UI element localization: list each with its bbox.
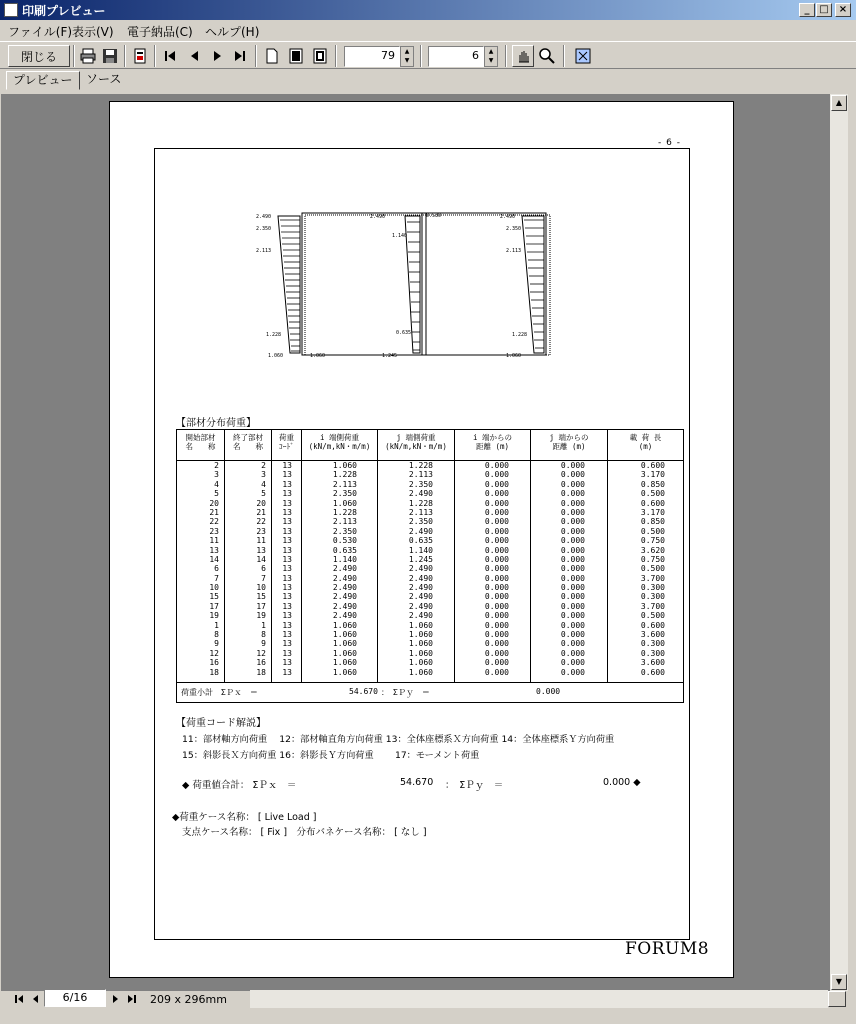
table-cell: 13 (282, 564, 292, 574)
table-row (177, 592, 683, 601)
table-cell: 0.000 (484, 564, 509, 574)
menu-file[interactable]: ファイル(F) (8, 25, 73, 39)
table-cell: 0.300 (640, 639, 665, 649)
table-row (177, 649, 683, 658)
table-cell: 13 (282, 489, 292, 499)
scroll-up-icon[interactable]: ▲ (831, 95, 847, 111)
table-cell: 13 (282, 639, 292, 649)
table-cell: 1.060 (332, 498, 357, 508)
table-cell: 0.600 (640, 461, 665, 470)
table-row (177, 611, 683, 620)
tab-source[interactable]: ソース (86, 72, 122, 86)
section-title: 【部材分布荷重】 (176, 418, 256, 429)
table-cell: 0.000 (484, 648, 509, 658)
table-cell: 1 (214, 620, 219, 630)
table-cell: 1.060 (332, 658, 357, 668)
table-cell: 0.000 (484, 620, 509, 630)
table-cell: 0.500 (640, 611, 665, 621)
table-cell: 3.600 (640, 658, 665, 668)
table-cell: 2.490 (408, 611, 433, 621)
table-cell: 0.000 (560, 554, 585, 564)
table-cell: 0.000 (560, 536, 585, 546)
table-cell: 0.635 (332, 545, 357, 555)
table-cell: 2.113 (332, 479, 357, 489)
title-bar (0, 0, 856, 20)
table-cell: 12 (256, 648, 266, 658)
table-cell: 14 (256, 554, 266, 564)
table-row (177, 536, 683, 545)
footer-brand: FORUM8 (625, 939, 710, 959)
app-icon (4, 3, 18, 17)
col-j-load: j 端側荷重 (kN/m,kN・m/m) (378, 430, 455, 460)
table-cell: 2.350 (408, 479, 433, 489)
zoom-stepper[interactable]: ▲ ▼ (400, 46, 414, 67)
table-row (177, 583, 683, 592)
table-cell: 2.113 (408, 470, 433, 480)
table-cell: 2.490 (332, 611, 357, 621)
table-cell: 13 (282, 517, 292, 527)
table-cell: 3.170 (640, 470, 665, 480)
table-cell: 0.000 (484, 507, 509, 517)
menu-help[interactable]: ヘルプ(H) (205, 25, 260, 39)
table-cell: 13 (282, 470, 292, 480)
table-cell: 0.300 (640, 592, 665, 602)
table-cell: 13 (282, 620, 292, 630)
status-prev-page-icon[interactable] (30, 994, 40, 1007)
table-cell: 0.000 (560, 498, 585, 508)
table-cell: 2.490 (332, 564, 357, 574)
table-cell: 1.060 (408, 639, 433, 649)
table-cell: 2.490 (332, 601, 357, 611)
table-cell: 2.350 (332, 526, 357, 536)
table-cell: 13 (282, 601, 292, 611)
table-cell: 0.000 (484, 489, 509, 499)
table-cell: 13 (282, 554, 292, 564)
table-cell: 0.635 (408, 536, 433, 546)
table-cell: 13 (282, 545, 292, 555)
page-setup-icon[interactable] (130, 45, 150, 67)
table-cell: 1.228 (332, 470, 357, 480)
table-cell: 15 (256, 592, 266, 602)
table-cell: 0.000 (484, 611, 509, 621)
table-cell: 1.228 (408, 461, 433, 470)
total-label: ◆ 荷重値合計： ΣＰｘ ＝ (182, 780, 297, 791)
save-icon[interactable] (100, 45, 120, 67)
table-cell: 0.000 (484, 470, 509, 480)
table-cell: 0.000 (560, 667, 585, 677)
table-cell: 2.113 (332, 517, 357, 527)
svg-text:2.350: 2.350 (506, 226, 522, 232)
table-cell: 18 (256, 667, 266, 677)
table-cell: 2.490 (408, 526, 433, 536)
table-cell: 13 (282, 611, 292, 621)
table-cell: 1.060 (332, 630, 357, 640)
svg-text:2.490: 2.490 (370, 214, 386, 220)
zoom-input[interactable]: 79 (344, 46, 400, 67)
table-cell: 1.245 (408, 554, 433, 564)
svg-text:1.228: 1.228 (266, 332, 282, 338)
table-cell: 0.300 (640, 583, 665, 593)
table-cell: 1.060 (408, 620, 433, 630)
table-cell: 3.620 (640, 545, 665, 555)
table-cell: 17 (209, 601, 219, 611)
col-end-member: 終了部材 名 称 (225, 430, 272, 460)
code-legend-line: 15：斜影長Ｘ方向荷重 16：斜影長Ｙ方向荷重 17：モーメント荷重 (182, 750, 480, 761)
table-cell: 13 (282, 592, 292, 602)
table-cell: 13 (282, 573, 292, 583)
table-cell: 13 (282, 526, 292, 536)
table-cell: 4 (261, 479, 266, 489)
table-cell: 7 (261, 573, 266, 583)
table-cell: 0.000 (484, 479, 509, 489)
single-page-icon[interactable] (262, 45, 282, 67)
table-cell: 1.060 (332, 461, 357, 470)
hand-tool-icon[interactable] (512, 45, 534, 67)
table-cell: 0.000 (484, 545, 509, 555)
table-cell: 0.000 (560, 545, 585, 555)
table-cell: 4 (214, 479, 219, 489)
table-cell: 9 (214, 639, 219, 649)
table-cell: 0.000 (560, 620, 585, 630)
table-cell: 2.490 (408, 583, 433, 593)
vertical-scrollbar[interactable] (830, 94, 848, 991)
table-cell: 1.060 (408, 658, 433, 668)
svg-text:2.490: 2.490 (256, 214, 272, 220)
table-cell: 2.490 (408, 489, 433, 499)
load-case-name: ◆荷重ケース名称： [ Live Load ] (172, 812, 317, 823)
table-cell: 20 (209, 498, 219, 508)
table-cell: 2.350 (332, 489, 357, 499)
table-cell: 0.300 (640, 648, 665, 658)
status-last-page-icon[interactable] (127, 994, 137, 1007)
close-button[interactable]: 閉じる (8, 45, 70, 67)
table-cell: 0.000 (560, 489, 585, 499)
table-cell: 6 (214, 564, 219, 574)
table-cell: 0.000 (484, 601, 509, 611)
svg-text:1.245: 1.245 (382, 353, 398, 359)
table-cell: 1 (261, 620, 266, 630)
next-page-icon[interactable] (208, 45, 228, 67)
table-cell: 2.490 (408, 573, 433, 583)
table-cell: 0.000 (560, 583, 585, 593)
distributed-load-table (176, 429, 684, 703)
multi-page-icon[interactable] (310, 45, 330, 67)
svg-text:1.060: 1.060 (506, 353, 522, 359)
table-cell: 1.228 (332, 507, 357, 517)
subtotal-row: 荷重小計 ΣＰｘ ＝ 54.670 ： ΣＰｙ ＝ 0.000 (181, 687, 561, 697)
print-icon[interactable] (78, 45, 98, 67)
table-row (177, 658, 683, 667)
table-cell: 16 (256, 658, 266, 668)
scroll-down-icon[interactable]: ▼ (831, 974, 847, 990)
last-page-icon[interactable] (230, 45, 250, 67)
code-legend-title: 【荷重コード解説】 (176, 718, 266, 729)
table-cell: 2.113 (408, 507, 433, 517)
table-cell: 0.000 (560, 461, 585, 470)
table-cell: 0.000 (560, 648, 585, 658)
table-cell: 1.060 (408, 667, 433, 677)
table-cell: 5 (261, 489, 266, 499)
close-window-button[interactable]: × (835, 3, 851, 17)
svg-text:2.490: 2.490 (500, 214, 516, 220)
total-mid: ： ΣＰｙ ＝ (445, 780, 504, 791)
table-row (177, 461, 683, 470)
table-cell: 12 (209, 648, 219, 658)
table-row (177, 668, 683, 677)
table-cell: 13 (282, 507, 292, 517)
tab-preview[interactable]: プレビュー (6, 71, 80, 90)
total-py: 0.000 ◆ (603, 777, 641, 788)
table-cell: 22 (209, 517, 219, 527)
table-cell: 20 (256, 498, 266, 508)
window-title: 印刷プレビュー (22, 4, 106, 18)
table-cell: 11 (209, 536, 219, 546)
table-cell: 8 (214, 630, 219, 640)
col-start-member: 開始部材 名 称 (177, 430, 225, 460)
table-cell: 1.060 (332, 639, 357, 649)
menu-view[interactable]: 表示(V) (72, 25, 114, 39)
col-load-code: 荷重 ｺｰﾄﾞ (272, 430, 302, 460)
table-cell: 2.490 (332, 573, 357, 583)
table-cell: 0.000 (484, 554, 509, 564)
table-cell: 0.530 (332, 536, 357, 546)
col-load-length: 載 荷 長 (m) (629, 433, 662, 451)
table-cell: 0.750 (640, 536, 665, 546)
table-cell: 15 (209, 592, 219, 602)
table-cell: 21 (209, 507, 219, 517)
table-cell: 5 (214, 489, 219, 499)
table-row (177, 470, 683, 479)
table-cell: 0.500 (640, 489, 665, 499)
table-row (177, 639, 683, 648)
table-cell: 0.000 (484, 658, 509, 668)
load-diagram (250, 208, 570, 368)
table-cell: 2.490 (332, 583, 357, 593)
table-cell: 13 (282, 461, 292, 470)
table-cell: 13 (282, 498, 292, 508)
table-cell: 13 (282, 630, 292, 640)
prev-page-icon[interactable] (184, 45, 204, 67)
table-cell: 17 (256, 601, 266, 611)
total-px: 54.670 (400, 777, 434, 788)
table-cell: 2.350 (408, 517, 433, 527)
table-cell: 3 (214, 470, 219, 480)
table-cell: 3.700 (640, 573, 665, 583)
table-cell: 1.060 (332, 620, 357, 630)
table-cell: 0.000 (484, 526, 509, 536)
table-row (177, 508, 683, 517)
table-cell: 19 (256, 611, 266, 621)
table-cell: 13 (282, 536, 292, 546)
minimize-button[interactable]: _ (799, 3, 815, 17)
table-cell: 11 (256, 536, 266, 546)
table-cell: 3.600 (640, 630, 665, 640)
table-cell: 2 (214, 461, 219, 470)
table-cell: 0.000 (484, 667, 509, 677)
table-cell: 0.600 (640, 620, 665, 630)
table-cell: 0.000 (560, 479, 585, 489)
table-cell: 2.490 (408, 601, 433, 611)
table-cell: 3.700 (640, 601, 665, 611)
table-row (177, 546, 683, 555)
preview-viewport (1, 94, 830, 991)
svg-text:1.140: 1.140 (392, 233, 408, 239)
table-cell: 1.060 (408, 648, 433, 658)
table-cell: 13 (282, 658, 292, 668)
table-cell: 0.000 (560, 592, 585, 602)
svg-text:2.113: 2.113 (256, 248, 272, 254)
table-cell: 2 (261, 461, 266, 470)
page-number-label: - 6 - (658, 138, 681, 148)
table-body (177, 461, 683, 677)
status-next-page-icon[interactable] (111, 994, 121, 1007)
table-cell: 0.000 (560, 517, 585, 527)
svg-text:2.113: 2.113 (506, 248, 522, 254)
table-cell: 19 (209, 611, 219, 621)
table-cell: 1.228 (408, 498, 433, 508)
svg-text:0.530: 0.530 (426, 213, 442, 219)
table-cell: 7 (214, 573, 219, 583)
table-cell: 0.850 (640, 479, 665, 489)
menu-bar (0, 20, 856, 40)
table-cell: 21 (256, 507, 266, 517)
table-cell: 0.000 (560, 658, 585, 668)
table-row (177, 480, 683, 489)
table-cell: 1.060 (332, 648, 357, 658)
fit-window-icon[interactable] (572, 45, 594, 67)
status-page-input[interactable]: 6/16 (44, 989, 106, 1007)
svg-text:1.060: 1.060 (310, 353, 326, 359)
table-cell: 6 (261, 564, 266, 574)
status-first-page-icon[interactable] (14, 994, 24, 1007)
table-cell: 0.600 (640, 667, 665, 677)
table-cell: 0.000 (560, 507, 585, 517)
col-j-distance: j 端からの 距離 (m) (531, 430, 608, 460)
table-cell: 0.500 (640, 526, 665, 536)
zoom-icon[interactable] (536, 45, 558, 67)
table-cell: 0.000 (560, 611, 585, 621)
table-cell: 0.000 (560, 573, 585, 583)
table-cell: 16 (209, 658, 219, 668)
table-cell: 1.140 (408, 545, 433, 555)
table-cell: 0.600 (640, 498, 665, 508)
toolbar (0, 41, 856, 69)
table-cell: 13 (282, 479, 292, 489)
svg-text:2.350: 2.350 (256, 226, 272, 232)
table-cell: 0.000 (560, 630, 585, 640)
col-i-load: i 端側荷重 (kN/m,kN・m/m) (302, 430, 378, 460)
table-cell: 1.060 (408, 630, 433, 640)
page-number-input[interactable]: 6 (428, 46, 484, 67)
svg-text:0.635: 0.635 (396, 330, 412, 336)
table-cell: 0.500 (640, 564, 665, 574)
table-row (177, 564, 683, 573)
table-cell: 0.000 (484, 583, 509, 593)
table-cell: 0.000 (560, 526, 585, 536)
table-cell: 0.000 (560, 470, 585, 480)
table-cell: 13 (256, 545, 266, 555)
table-row (177, 517, 683, 526)
table-cell: 0.000 (484, 536, 509, 546)
table-row (177, 489, 683, 498)
support-case-name: 支点ケース名称： [ Fix ] 分布バネケース名称： [ なし ] (182, 827, 427, 838)
paper-size-label: 209 x 296mm (150, 993, 227, 1006)
scroll-right-icon[interactable] (828, 991, 846, 1007)
table-row (177, 499, 683, 508)
table-cell: 3 (261, 470, 266, 480)
table-cell: 1.140 (332, 554, 357, 564)
table-cell: 0.000 (484, 517, 509, 527)
table-cell: 10 (256, 583, 266, 593)
table-row (177, 621, 683, 630)
table-row (177, 527, 683, 536)
table-cell: 23 (209, 526, 219, 536)
view-tabs (0, 69, 856, 91)
col-i-distance: i 端からの 距離 (m) (455, 430, 531, 460)
table-row (177, 602, 683, 611)
table-cell: 2.490 (332, 592, 357, 602)
maximize-button[interactable]: □ (816, 3, 832, 17)
table-row (177, 574, 683, 583)
table-cell: 22 (256, 517, 266, 527)
svg-text:1.228: 1.228 (512, 332, 528, 338)
table-cell: 0.850 (640, 517, 665, 527)
table-cell: 13 (282, 648, 292, 658)
table-cell: 0.000 (560, 564, 585, 574)
menu-electronic-delivery[interactable]: 電子納品(C) (127, 25, 193, 39)
table-cell: 0.000 (560, 639, 585, 649)
table-cell: 13 (209, 545, 219, 555)
table-cell: 0.000 (484, 630, 509, 640)
table-cell: 2.490 (408, 592, 433, 602)
table-row (177, 555, 683, 564)
table-row (177, 630, 683, 639)
document-page (109, 101, 734, 978)
table-cell: 0.750 (640, 554, 665, 564)
table-cell: 13 (282, 583, 292, 593)
table-cell: 0.000 (484, 498, 509, 508)
table-cell: 2.490 (408, 564, 433, 574)
table-cell: 0.000 (560, 601, 585, 611)
first-page-icon[interactable] (160, 45, 180, 67)
table-cell: 13 (282, 667, 292, 677)
svg-text:1.060: 1.060 (268, 353, 284, 359)
table-cell: 23 (256, 526, 266, 536)
code-legend-line: 11：部材軸方向荷重 12：部材軸直角方向荷重 13：全体座標系Ｘ方向荷重 14：全体座標系Ｙ方向荷重 (182, 734, 615, 745)
table-cell: 9 (261, 639, 266, 649)
two-page-icon[interactable] (286, 45, 306, 67)
horizontal-scrollbar[interactable] (250, 990, 828, 1008)
table-cell: 18 (209, 667, 219, 677)
table-cell: 0.000 (484, 592, 509, 602)
table-cell: 10 (209, 583, 219, 593)
table-cell: 0.000 (484, 573, 509, 583)
table-cell: 0.000 (484, 639, 509, 649)
table-cell: 8 (261, 630, 266, 640)
page-stepper[interactable]: ▲ ▼ (484, 46, 498, 67)
table-cell: 0.000 (484, 461, 509, 470)
table-cell: 14 (209, 554, 219, 564)
table-cell: 1.060 (332, 667, 357, 677)
table-cell: 3.170 (640, 507, 665, 517)
